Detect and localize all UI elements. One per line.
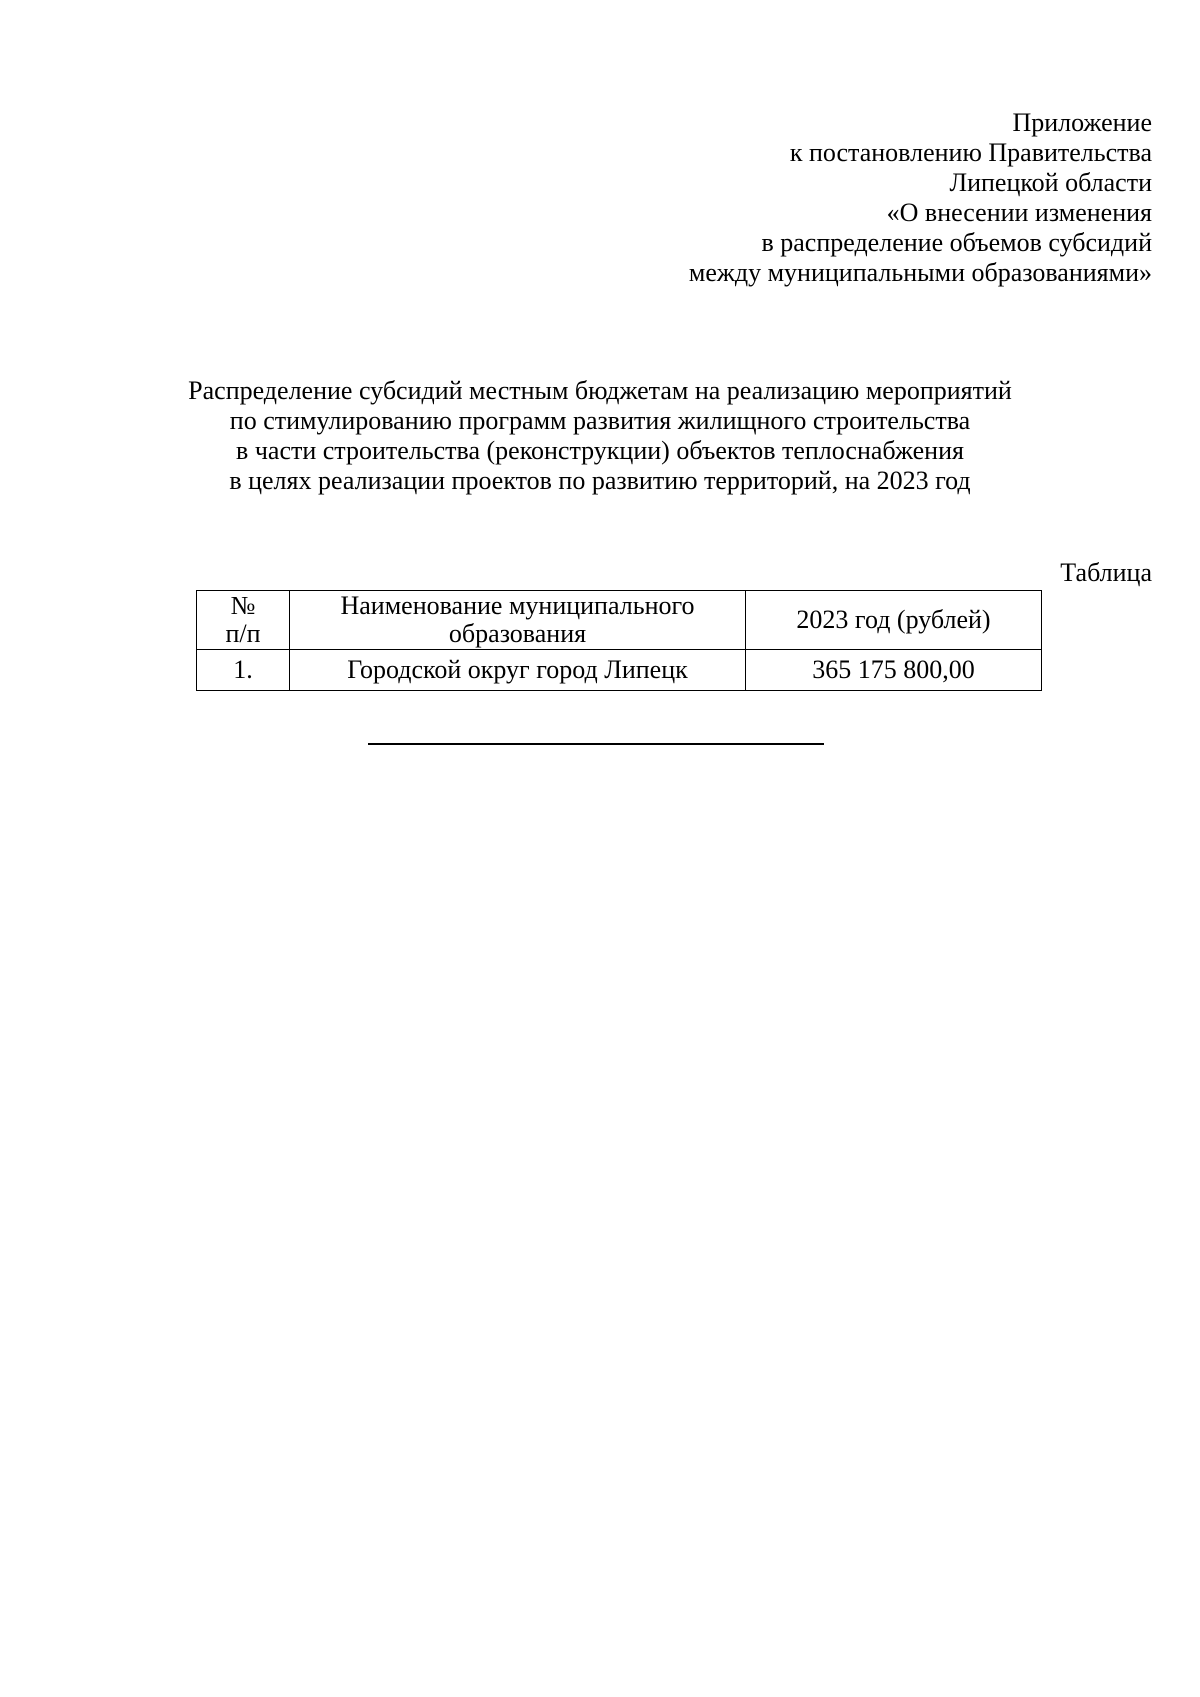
title-line: в целях реализации проектов по развитию территорий, на 2023 год: [229, 466, 971, 495]
header-cell-name: [290, 591, 746, 650]
header-name-line2: образования: [448, 619, 587, 648]
annex-line: в распределение объемов субсидий: [761, 228, 1152, 257]
header-cell-value: 2023 год (рублей): [746, 591, 1042, 650]
table-header-row: [197, 591, 1042, 650]
subsidy-table: [196, 590, 1042, 691]
closing-rule: [368, 743, 824, 745]
header-number-line2: п/п: [225, 619, 261, 648]
annex-line: «О внесении изменения: [886, 198, 1152, 227]
annex-line: Липецкой области: [949, 168, 1152, 197]
cell-value: 365 175 800,00: [746, 650, 1042, 691]
annex-line: к постановлению Правительства: [789, 138, 1152, 167]
cell-number: 1.: [197, 650, 290, 691]
cell-name: Городской округ город Липецк: [290, 650, 746, 691]
title-line: в части строительства (реконструкции) объектов теплоснабжения: [236, 436, 964, 465]
annex-line: Приложение: [1012, 108, 1152, 137]
table-row: [197, 650, 1042, 691]
title-line: Распределение субсидий местным бюджетам на реализацию мероприятий: [188, 376, 1012, 405]
header-number-line1: №: [230, 591, 256, 620]
document-title: [0, 376, 1200, 496]
annex-line: между муниципальными образованиями»: [688, 258, 1152, 287]
title-line: по стимулированию программ развития жилищного строительства: [229, 406, 971, 435]
header-cell-number: [197, 591, 290, 650]
header-name-line1: Наименование муниципального: [340, 591, 695, 620]
annex-block: [452, 108, 1152, 288]
table-caption: Таблица: [1060, 558, 1152, 587]
